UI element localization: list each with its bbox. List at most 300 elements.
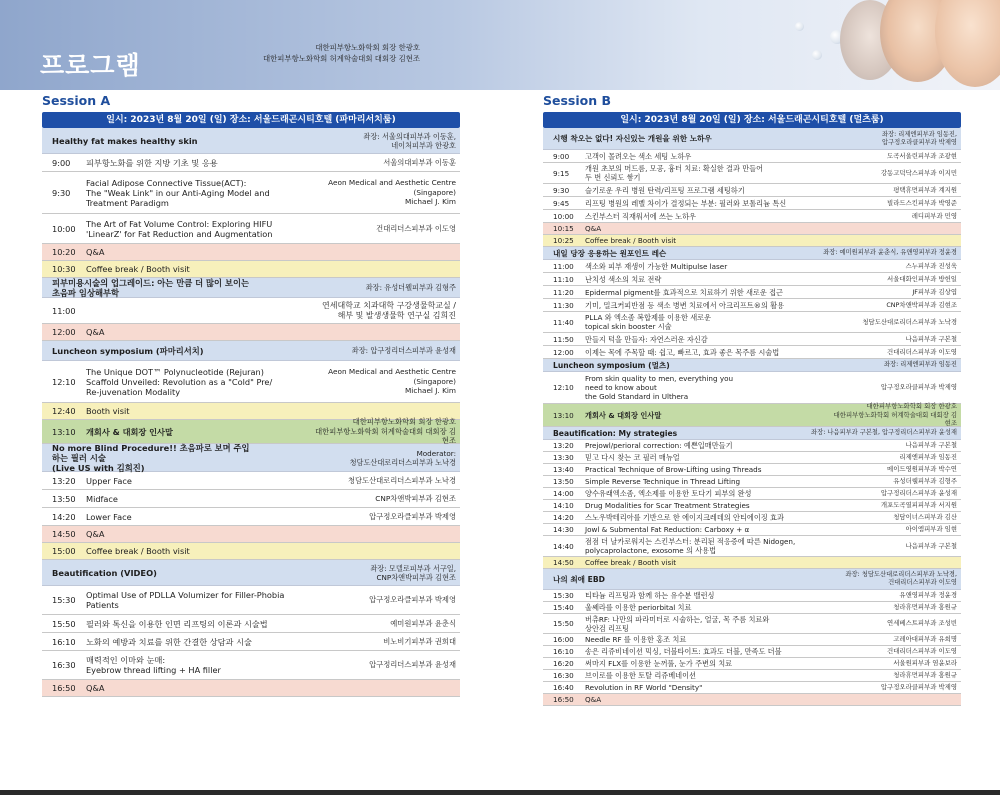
row-time: 11:50 [553,334,574,344]
row-speaker [831,186,961,195]
row-time: 11:20 [553,287,574,297]
row-topic [86,655,310,675]
row-topic [585,152,831,161]
table-row [543,312,961,333]
table-row [543,536,961,557]
topic-line: Lower Face [86,511,132,522]
row-time: 15:50 [52,618,76,629]
topic-line: The Unique DOT™ Polynucleotide (Rejuran) [86,366,264,377]
row-speaker [831,348,961,357]
row-time: 10:25 [553,236,574,245]
page-header [0,0,1000,90]
topic-line: Q&A [585,695,602,704]
row-time: 10:15 [553,224,574,233]
table-row [42,472,460,490]
session-b [543,94,961,706]
session-block-header [543,569,961,590]
row-time: 11:40 [553,317,574,327]
table-row [543,658,961,670]
header-credits [205,42,420,64]
row-time: 15:00 [52,546,76,556]
row-topic [585,441,831,450]
row-time: 10:00 [553,211,574,221]
chair-names [250,346,460,355]
table-row [543,464,961,476]
row-speaker [831,465,961,474]
speaker-line: Aeon Medical and Aesthetic Centre [328,178,456,188]
block-title-line: 내일 당장 응용하는 원포인트 레슨 [553,248,667,258]
block-title [52,346,250,356]
row-topic [585,465,831,474]
row-speaker [831,647,961,656]
topic-line: 써마지 FLX를 이용한 눈꺼풀, 눈가 주변의 치료 [585,659,733,668]
topic-line: need to know about [585,383,657,392]
row-speaker [310,367,460,396]
row-topic [585,683,831,692]
chair-line: Moderator: [416,448,456,458]
topic-line: 필러와 톡신을 이용한 인면 리프팅의 이론과 시술법 [86,618,268,629]
topic-line: 만들지 턱을 만들자: 자연스러운 자신감 [585,334,708,344]
chair-names [250,283,460,292]
row-time: 11:00 [553,261,574,271]
topic-line: Scaffold Unveiled: Revolution as a "Cold" Pre/ [86,376,273,387]
session-block-header [543,427,961,440]
row-topic [585,558,831,567]
topic-line: Q&A [86,327,105,337]
speaker-line: (Singapore) [413,187,456,197]
row-speaker [310,595,460,605]
speaker-line: 압구정오라클피부과 박제영 [369,511,456,521]
row-topic [585,288,831,297]
row-speaker [310,637,460,647]
topic-line: 개원 초보의 머드름, 모공, 흉터 치료: 확실한 결과 만들어 [585,164,764,173]
row-topic [585,695,831,704]
chair-line: 좌장: 리제엔피부과 임동진 [883,361,957,368]
table-row [543,210,961,223]
block-title [52,278,250,298]
speaker-line: 레디피부과 민영 [911,211,957,220]
row-speaker [831,441,961,450]
row-speaker [310,660,460,670]
footer-rule [0,790,1000,795]
speaker-line: 대한피부항노화학회 회장 한광호 [866,402,957,411]
table-row [543,197,961,210]
row-topic [585,603,831,612]
row-time: 13:50 [553,477,574,486]
row-time: 9:30 [52,187,71,198]
speaker-line: 압구정오라클피부과 박제영 [369,595,456,605]
row-time: 15:40 [553,603,574,612]
topic-line: Practical Technique of Brow-Lifting using Threads [585,465,762,474]
speaker-line: 연세대학교 치과대학 구강생물학교실 / [322,300,456,310]
molecule-decoration [812,50,822,60]
chair-line: 좌장: 유성더웰피부과 김형주 [365,283,456,292]
row-speaker [831,635,961,644]
block-title [553,249,761,258]
speaker-line: 건대리더스피부과 이도영 [887,347,957,356]
topic-line: 매력적인 이마와 눈매: [86,655,166,665]
row-topic [585,164,831,182]
chair-names [761,249,961,257]
table-row [42,214,460,244]
table-row [42,154,460,172]
speaker-line: 청담이너스피부과 김산 [893,513,957,522]
row-time: 12:10 [52,376,76,387]
speaker-line: 청담도산대로리더스피부과 노낙경 [862,317,957,326]
face-image [935,0,1000,87]
row-time: 11:00 [52,305,76,316]
topic-line: 기미, 밀크커피반점 등 색소 병변 치료에서 아크리프트®의 활용 [585,300,785,310]
speaker-line: JF피부과 김상엽 [912,287,957,296]
row-time: 16:40 [553,683,574,692]
table-row [42,615,460,633]
topic-line: polycaprolactone, exosome 의 사용법 [585,546,717,555]
table-row [543,590,961,602]
table-row [42,361,460,403]
block-title-line: (Live US with 김희진) [52,462,145,473]
topic-line: 점점 더 날카로워지는 스킨부스터: 분리된 적응증에 따른 Nidogen, [585,537,796,546]
row-topic [86,529,310,539]
speaker-line: 연세베스트피부과 조성빈 [887,619,957,628]
row-time: 14:50 [553,558,574,567]
chair-names [250,132,460,150]
row-topic [585,335,831,344]
table-row [543,557,961,569]
speaker-line: Aeon Medical and Aesthetic Centre [328,367,456,377]
row-speaker [831,318,961,327]
table-row [543,184,961,197]
row-speaker [831,169,961,178]
row-speaker [831,301,961,310]
topic-line: 고객이 몰려오는 색소 세팅 노하우 [585,151,692,161]
row-speaker [310,619,460,629]
row-speaker [310,476,460,486]
row-time: 14:50 [52,529,76,539]
row-time: 9:30 [553,185,570,195]
topic-line: 송은 리쥬비네이션 믹싱, 더블타이트: 효과도 더블, 만족도 더블 [585,647,782,656]
table-row [543,694,961,706]
topic-line: 난치성 색소의 치료 전략 [585,274,662,284]
row-speaker [831,489,961,498]
table-row [543,223,961,235]
topic-line: 버츄RF: 나만의 파라미터로 시술하는, 얼굴, 목 주름 치료와 [585,614,770,624]
header-credit-line: 대한피부항노화학회 허계학술대회 대회장 김현조 [263,54,420,63]
table-row [543,602,961,614]
chair-line: 압구정오라클피부과 박제영 [882,138,957,146]
row-speaker [831,619,961,628]
row-speaker [831,659,961,668]
topic-line: Q&A [86,247,105,257]
chair-line: 좌장: 예미원피부과 윤춘식, 유앤영피부과 정윤경 [823,249,957,256]
row-speaker [831,453,961,462]
chair-names [761,429,961,437]
row-time: 14:20 [553,513,574,522]
row-time: 12:40 [52,406,76,416]
table-row [543,273,961,286]
table-row [543,476,961,488]
topic-line: 노화의 예방과 치료를 위한 간결한 상담과 시술 [86,636,252,647]
session-block-header [543,128,961,150]
row-time: 9:45 [553,198,570,208]
speaker-line: Michael J. Kim [405,197,456,207]
table-row [42,526,460,543]
topic-line: 'LinearZ' for Fat Reduction and Augmentation [86,228,273,239]
row-topic [585,615,831,633]
row-topic [585,199,831,208]
row-speaker [310,224,460,234]
chair-names [761,571,961,587]
row-topic [585,275,831,284]
speaker-line: 비노비기피부과 권희대 [383,636,456,646]
topic-line: 브이로를 이용한 토탈 리쥬베네이션 [585,671,697,680]
row-topic [86,264,310,274]
row-time: 12:10 [553,383,574,392]
table-row [42,298,460,324]
row-topic [585,537,831,555]
row-topic [585,224,831,233]
speaker-line: CNP차앤박피부과 김현조 [375,493,456,503]
row-speaker [200,301,460,321]
chair-names [761,361,961,369]
row-topic [585,348,831,357]
row-speaker [831,501,961,510]
table-row [543,163,961,184]
speaker-line: 스누피부과 진성욱 [905,261,957,270]
table-row [543,150,961,163]
row-speaker [831,683,961,692]
row-topic [86,476,310,486]
row-topic [86,247,310,257]
speaker-line: 유앤영피부과 정윤경 [899,591,957,600]
table-row [543,235,961,247]
session-label: Session B [543,93,612,108]
speaker-line: 압구정리더스피부과 윤성재 [880,489,957,498]
topic-line: Coffee break / Booth visit [86,546,190,556]
molecule-decoration [795,22,804,31]
table-row [42,417,460,446]
row-topic [86,546,310,556]
speaker-line: 아이엠피부과 임현 [905,525,957,534]
topic-line: 슬기로운 우리 병원 탄력/리프팅 프로그램 세팅하기 [585,185,745,195]
speaker-line: 대한피부항노화학회 회장 한광호 [352,417,456,427]
speaker-line: 고레아대피부과 유희명 [893,635,957,644]
row-topic [585,501,831,510]
session-block-header [42,341,460,361]
table-row [42,324,460,341]
row-time: 13:10 [553,410,574,420]
block-title [52,568,250,578]
table-row [543,346,961,359]
row-topic [86,637,310,647]
block-title-line: 나의 최애 EBD [553,574,605,584]
chair-names [761,131,961,147]
topic-line: Coffee break / Booth visit [585,558,677,567]
topic-line: Eyebrow thread lifting + HA filler [86,665,221,675]
chair-line: 좌장: 리제엔피부과 임동진, [881,130,957,138]
row-time: 9:00 [553,151,570,161]
table-row [42,172,460,214]
topic-line: Coffee break / Booth visit [585,236,677,245]
speaker-line: 평택휴먼피부과 계지원 [893,185,957,194]
speaker-line: 나음피부과 구본철 [905,441,957,450]
session-block-header [42,444,460,472]
table-row [543,440,961,452]
block-title-line: Luncheon symposium (멀츠) [553,360,670,370]
row-speaker [831,152,961,161]
row-speaker [831,542,961,551]
speaker-line: 메이드영원피부과 박수연 [887,465,957,474]
table-row [42,633,460,651]
topic-line: From skin quality to men, everything you [585,374,734,383]
schedule-table [543,128,961,706]
row-time: 16:50 [553,695,574,704]
speaker-line: 해부 및 발생생물학 연구실 김희진 [337,310,456,320]
row-time: 14:30 [553,525,574,534]
table-row [42,586,460,615]
table-row [543,372,961,404]
table-row [543,646,961,658]
topic-line: 피부항노화를 위한 지방 기초 및 응용 [86,157,218,168]
topic-line: PLLA 와 엑소좀 복합제를 이용한 새로운 [585,313,712,322]
row-time: 10:30 [52,264,76,274]
row-time: 13:20 [553,441,574,450]
row-speaker [831,288,961,297]
speaker-line: 강동고덕닥스피부과 이지민 [880,168,957,177]
block-title-line: Beautification (VIDEO) [52,567,157,578]
topic-line: Revolution in RF World "Density" [585,683,703,692]
row-time: 15:30 [553,591,574,600]
row-time: 14:10 [553,501,574,510]
speaker-line: 청라휴먼피부과 홍원규 [893,671,957,680]
block-title [52,136,250,146]
block-title [553,429,761,438]
speaker-line: 예미원피부과 윤춘식 [390,618,456,628]
row-speaker [310,158,460,168]
row-time: 12:00 [553,347,574,357]
row-topic [585,374,831,401]
table-row [543,452,961,464]
session-block-header [543,247,961,260]
row-time: 16:20 [553,659,574,668]
table-row [543,404,961,427]
row-time: 13:30 [553,453,574,462]
row-time: 15:50 [553,619,574,628]
chair-line: 좌장: 나음피부과 구본철, 압구정리더스피부과 윤성재 [811,429,957,436]
row-time: 15:30 [52,595,76,605]
row-time: 9:00 [52,157,71,168]
topic-line: Needle RF 를 이용한 홍조 치료 [585,635,687,644]
topic-line: 스킨부스터 직재워서에 쓰는 노하우 [585,211,697,221]
row-time: 13:50 [52,493,76,504]
table-row [42,244,460,261]
row-time: 14:40 [553,541,574,551]
block-title-line: Luncheon symposium (파마리서치) [52,345,204,356]
session-block-header [42,278,460,298]
row-topic [585,212,831,221]
table-row [42,261,460,278]
row-topic [86,158,310,168]
topic-line: Coffee break / Booth visit [86,264,190,274]
speaker-line: Michael J. Kim [405,386,456,396]
topic-line: Booth visit [86,406,130,416]
row-speaker [831,603,961,612]
speaker-line: 압구정오라클피부과 박제영 [880,383,957,392]
chair-names [250,449,460,467]
row-time: 16:30 [553,671,574,680]
date-venue-bar: 일시: 2023년 8월 20일 (일) 장소: 서울드래곤시티호텔 (파마리서치룸) [42,112,460,128]
speaker-line: 서울원피부과 염윤보라 [893,659,957,668]
row-time: 11:10 [553,274,574,284]
row-time: 14:20 [52,511,76,522]
speaker-line: 청라휴먼피부과 홍원규 [893,603,957,612]
speaker-line: 건대리더스피부과 이도영 [887,647,957,656]
table-row [42,508,460,526]
topic-line: Facial Adipose Connective Tissue(ACT): [86,177,247,188]
table-row [543,500,961,512]
row-topic [585,513,831,522]
row-speaker [831,525,961,534]
topic-line: Q&A [86,683,105,693]
row-topic [585,591,831,600]
row-time: 14:00 [553,489,574,498]
row-speaker [310,178,460,207]
speaker-line: 압구정리더스피부과 윤성재 [369,660,456,670]
row-topic [585,525,831,534]
row-time: 13:40 [553,465,574,474]
block-title [553,361,761,370]
row-topic [585,647,831,656]
row-speaker [831,477,961,486]
session-block-header [42,560,460,586]
topic-line: 믿고 다시 찾는 코 필러 매뉴얼 [585,453,680,462]
row-time: 10:00 [52,223,76,234]
row-time: 16:30 [52,660,76,670]
row-speaker [831,275,961,284]
row-speaker [310,494,460,504]
block-title-line: 시행 착오는 없다! 자신있는 개원을 위한 노하우 [553,134,712,143]
chair-line: 좌장: 압구정리더스피부과 윤성재 [351,346,456,355]
row-time: 11:30 [553,300,574,310]
row-topic [585,236,831,245]
row-topic [585,659,831,668]
topic-line: 색소와 피부 재생이 가능한 Multipulse laser [585,261,728,271]
speaker-line: 대한피부항노화학회 허계학술대회 대회장 김현조 [833,410,957,428]
table-row [543,260,961,273]
speaker-line: 빌라드스킨피부과 박영준 [887,198,957,207]
topic-line: 상안검 리프팅 [585,623,629,633]
chair-line: 건대리더스피부과 이도영 [888,579,957,586]
speaker-line: CNP차앤박피부과 김현조 [886,300,957,309]
topic-line: 개회사 & 대회장 인사말 [585,410,662,420]
row-topic [585,411,831,420]
block-title-line: 피부미용시술의 업그레이드: 아는 만큼 더 많이 보이는 초음파 임상해부학 [52,277,249,298]
row-topic [86,683,310,693]
row-speaker [831,262,961,271]
topic-line: 울쎄라를 이용한 periorbital 치료 [585,603,692,612]
row-topic [86,178,310,208]
topic-line: 티타늄 리프팅과 함께 하는 유수분 밸런싱 [585,591,715,600]
table-row [543,333,961,346]
session-label: Session A [42,93,111,108]
speaker-line: 나음피부과 구본철 [905,541,957,550]
topic-line: 리프팅 병원의 레벨 차이가 결정되는 부분: 필러와 보톨리늄 톡신 [585,198,787,208]
speaker-line: 압구정오라클피부과 박제영 [880,683,957,692]
topic-line: The Art of Fat Volume Control: Exploring HIFU [86,218,273,229]
row-topic [86,619,310,629]
chair-line: 네이처피부과 한광호 [391,140,456,150]
row-topic [585,301,831,310]
topic-line: Q&A [585,224,602,233]
